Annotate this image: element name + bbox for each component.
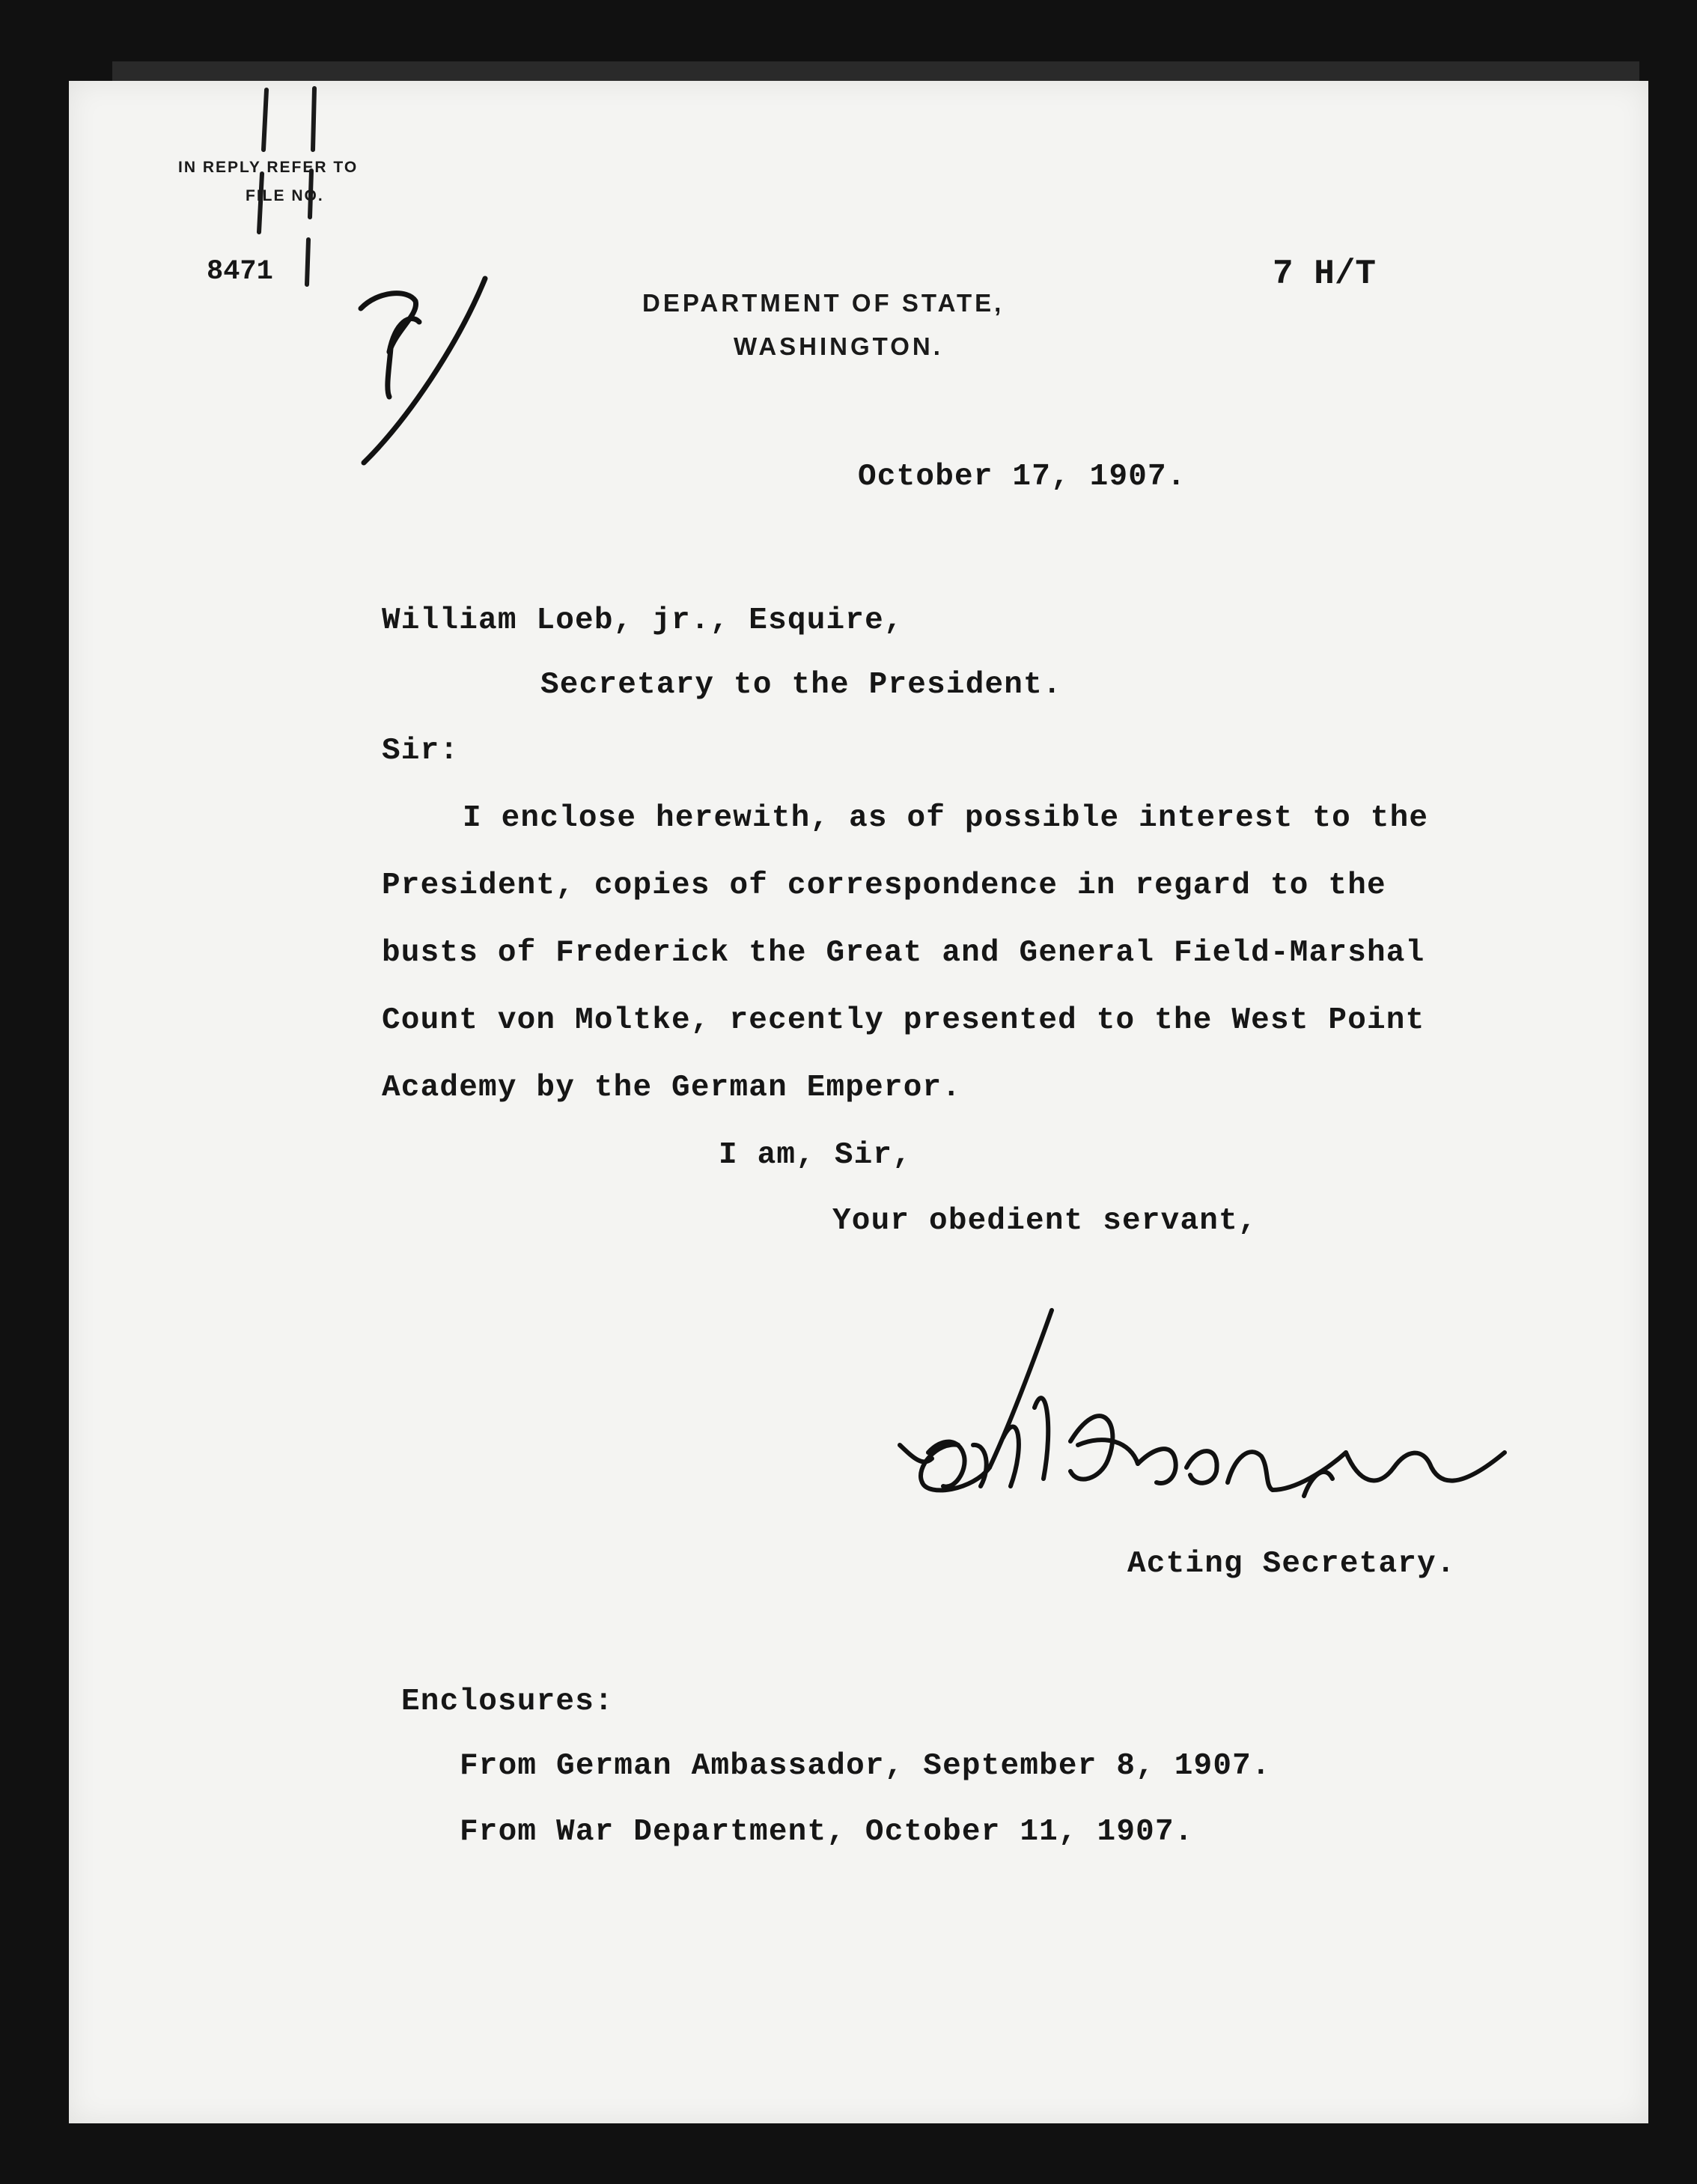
letterhead-city: WASHINGTON. [734,332,943,360]
letterhead-department: DEPARTMENT OF STATE, [642,289,1005,317]
addressee-name: William Loeb, jr., Esquire, [382,603,904,638]
enclosures-heading: Enclosures: [401,1685,614,1719]
enclosure-item: From War Department, October 11, 1907. [460,1815,1194,1849]
body-line: Count von Moltke, recently presented to the West Point [382,1003,1425,1038]
file-number: 8471 [207,256,273,288]
letter-date: October 17, 1907. [858,460,1186,494]
salutation: Sir: [382,734,460,768]
body-line: Academy by the German Emperor. [382,1071,962,1105]
signature-mark [900,1310,1505,1496]
body-line: I enclose herewith, as of possible interest to the [463,801,1429,836]
file-ref-label-2: FILE NO. [246,187,324,204]
closing-line-2: Your obedient servant, [832,1204,1258,1238]
signer-title: Acting Secretary. [1127,1547,1456,1581]
closing-line-1: I am, Sir, [719,1138,913,1172]
addressee-title: Secretary to the President. [540,668,1062,702]
x-slash-mark [361,279,485,463]
top-right-mark: 7 H/T [1273,255,1377,293]
file-ref-pen-strokes [259,88,314,285]
body-line: President, copies of correspondence in regard to the [382,869,1386,903]
enclosure-item: From German Ambassador, September 8, 1907. [460,1749,1271,1783]
file-ref-label: IN REPLY REFER TO [178,159,359,176]
body-line: busts of Frederick the Great and General Field-Marshal [382,936,1425,970]
